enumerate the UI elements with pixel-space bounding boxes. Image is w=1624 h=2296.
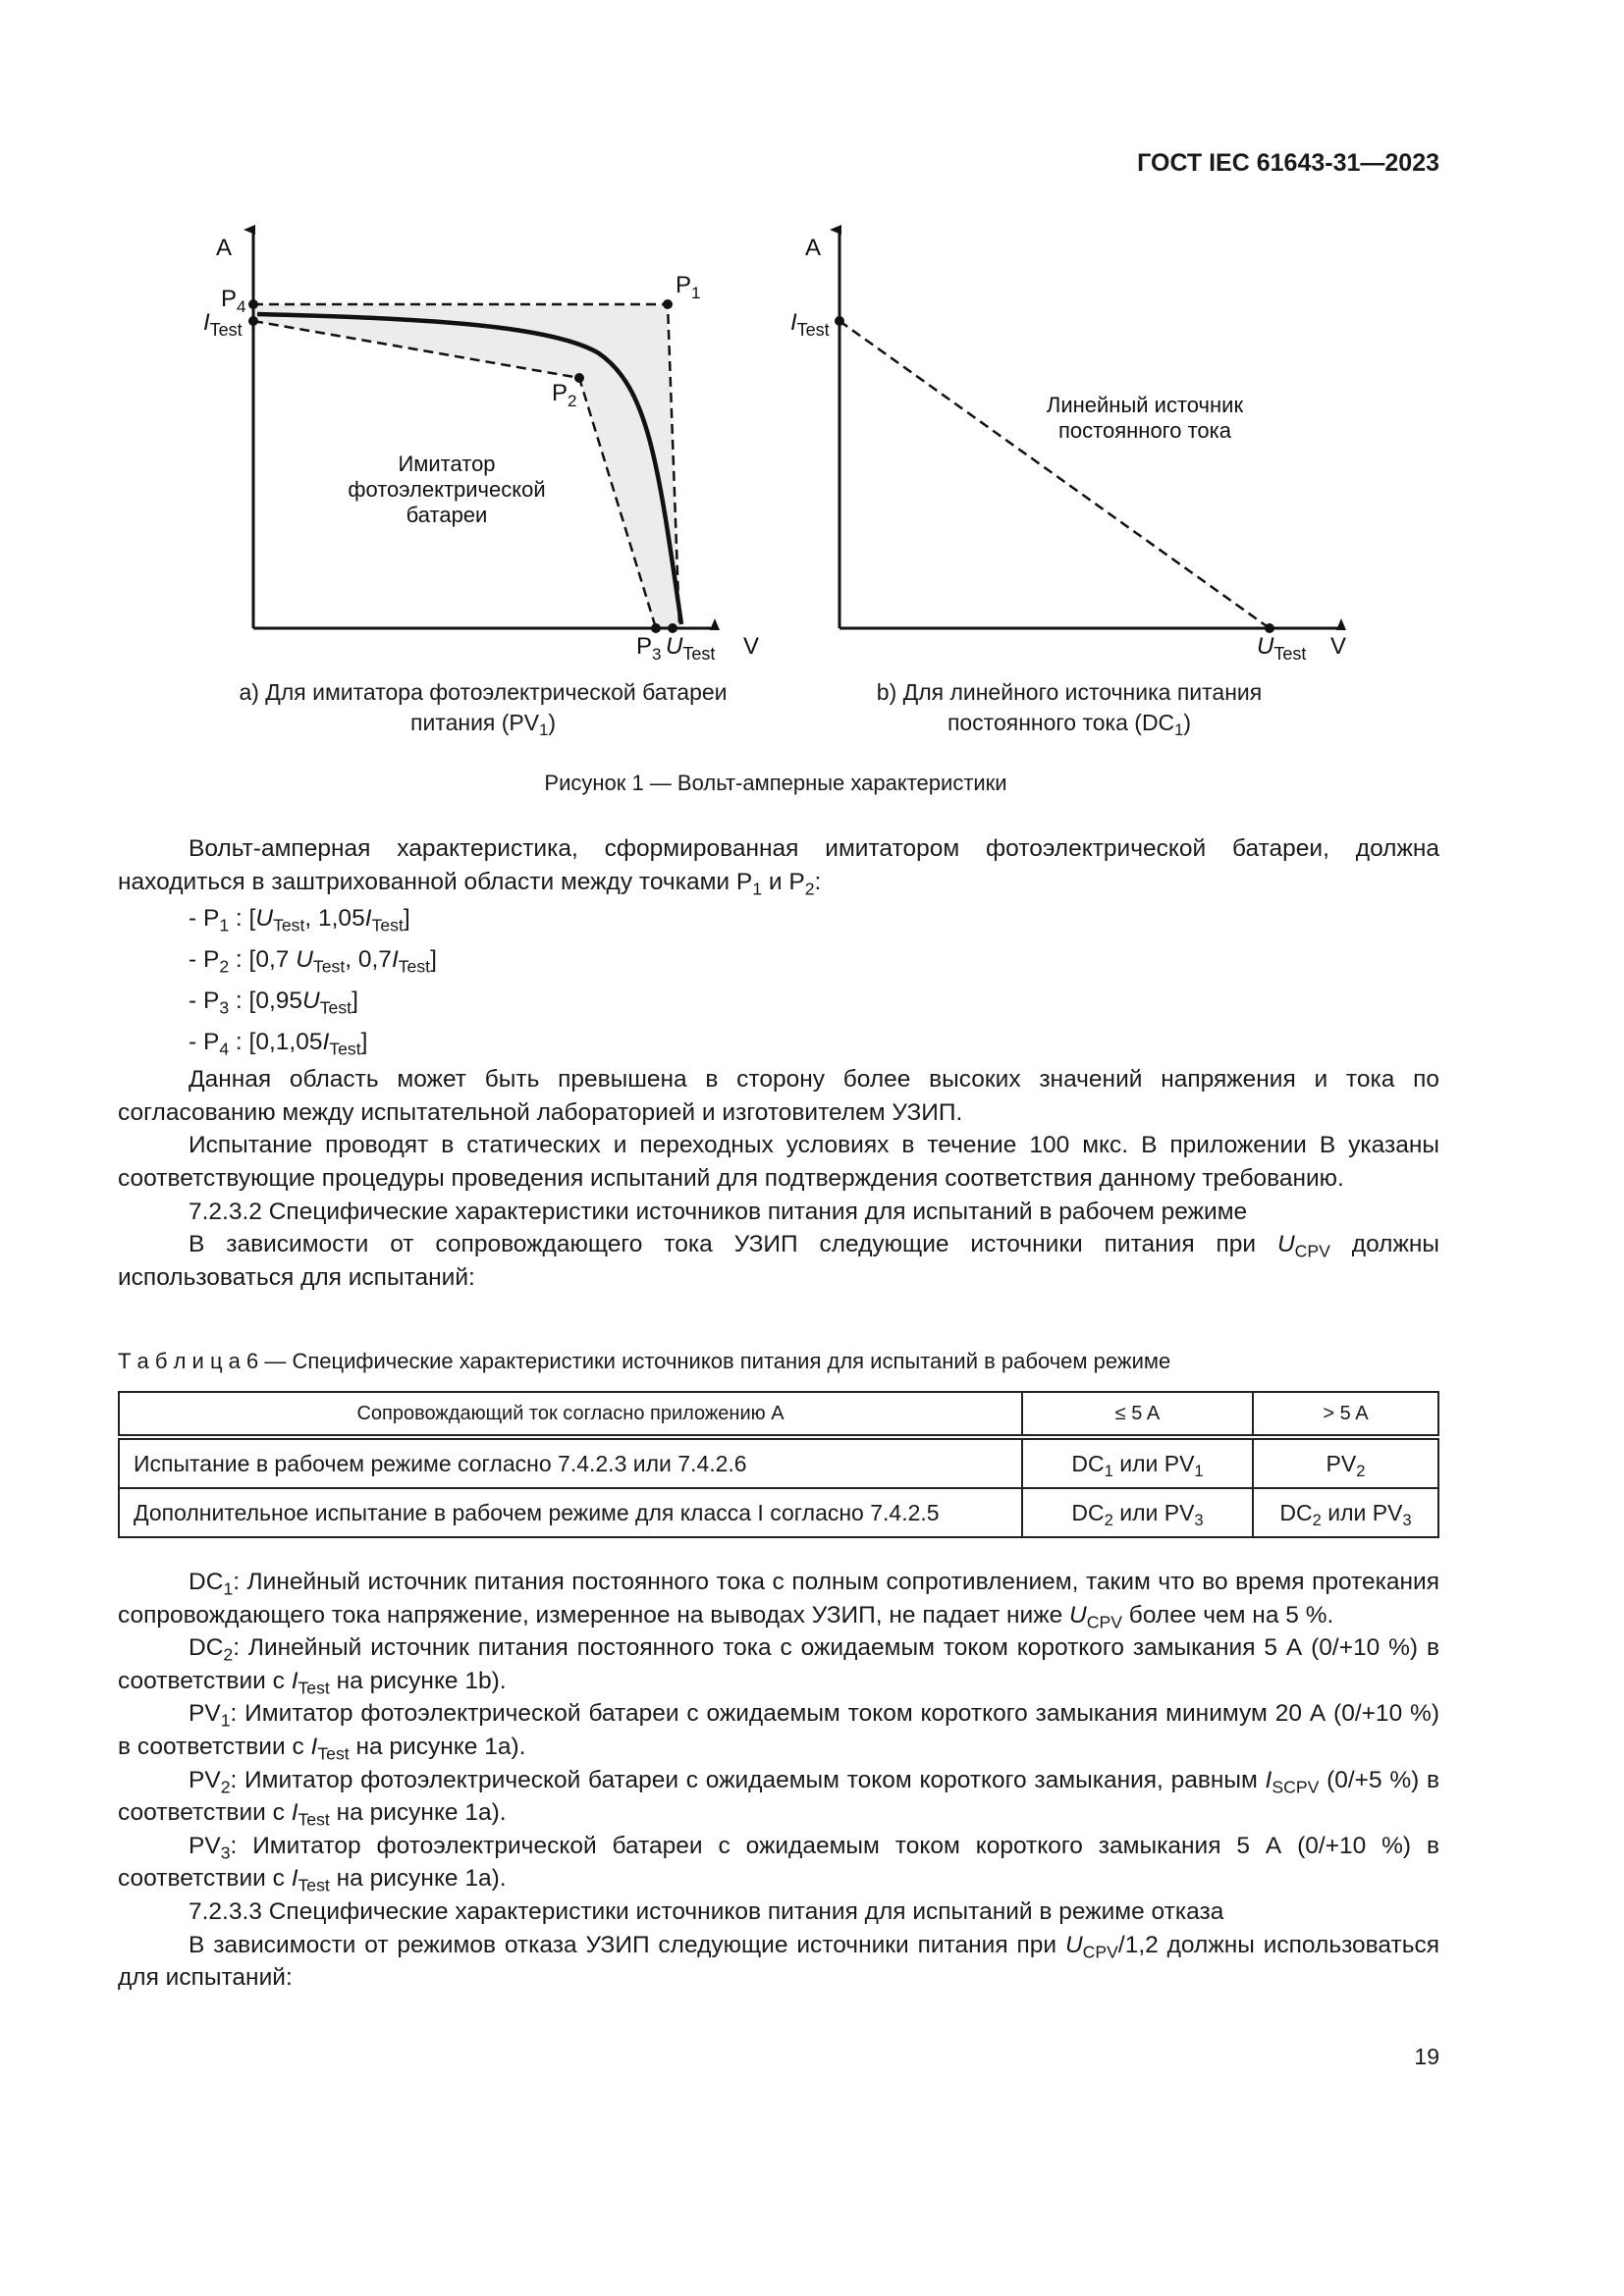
text-segment: : Линейный источник питания постоянного тока с полным сопротивлением, таким что во время протекания сопровождающего тока напряжение, измеренное на выводах УЗИП, не падает ниже (118, 1569, 1439, 1629)
text-segment: U (1069, 1601, 1087, 1629)
point-p2 (574, 373, 584, 383)
text-segment: 3 (1402, 1510, 1412, 1529)
text-segment: 1 (223, 1578, 234, 1599)
y-label-b: A (805, 235, 822, 261)
list-item (118, 898, 1439, 939)
text-segment: 2 (223, 1644, 234, 1665)
text-segment: 2 (219, 956, 230, 977)
text-segment: Test (298, 1875, 330, 1896)
text-segment: 3 (219, 997, 230, 1018)
text-segment: U (296, 946, 313, 974)
text-segment: I (310, 1733, 318, 1760)
paragraph (118, 1228, 1439, 1294)
point-itest (248, 316, 258, 326)
text-segment: 7.2.3.3 Специфические характеристики источников питания для испытаний в режиме отказа (189, 1897, 1224, 1925)
point-itest-b (835, 316, 844, 326)
text-segment: PV (189, 1766, 221, 1793)
caption-a (189, 677, 778, 738)
paragraph (118, 1830, 1439, 1896)
document-header: ГОСТ IEC 61643-31—2023 (1137, 149, 1439, 177)
text-segment: U (302, 988, 320, 1015)
text-segment: В зависимости от режимов отказа УЗИП следующие источники питания при (189, 1931, 1065, 1958)
text-segment: ] (430, 946, 437, 974)
text-segment: ] (352, 988, 358, 1015)
label-pv-simulator: Имитатор фотоэлектрической батареи (348, 452, 546, 527)
text-segment: на рисунке 1b). (329, 1667, 507, 1694)
text-segment: Test (329, 1039, 361, 1059)
text-segment: 1 (752, 878, 763, 898)
text-segment: на рисунке 1a). (329, 1799, 507, 1827)
text-segment: I (291, 1865, 298, 1893)
text-segment: ] (360, 1029, 368, 1056)
text-segment: 3 (220, 1842, 231, 1863)
point-p4 (248, 299, 258, 309)
figure-caption: Рисунок 1 — Вольт-амперные характеристики (544, 771, 1007, 795)
text-segment: Test (319, 997, 352, 1018)
label-linear-source: Линейный источник постоянного тока (1046, 393, 1244, 443)
text-segment: Test (273, 915, 305, 935)
paragraph (118, 1764, 1439, 1830)
text-segment: 1 (219, 915, 230, 935)
paragraph (118, 1929, 1439, 1995)
text-segment: или PV (1112, 1499, 1195, 1525)
y-label-a: A (216, 235, 233, 261)
paragraph (118, 1631, 1439, 1697)
text-segment: , 1,05 (304, 905, 365, 933)
text-segment: I (1265, 1766, 1272, 1793)
text-segment: U (255, 905, 274, 933)
header-cell: Сопровождающий ток согласно приложению А (119, 1392, 1022, 1437)
label-itest-b: $I_{Test}$ (790, 309, 830, 340)
text-segment: 3 (1194, 1510, 1204, 1529)
text-segment: : [ (229, 905, 256, 933)
text-segment: или PV (1112, 1450, 1195, 1476)
body-text-1 (118, 832, 1439, 1294)
table-cell (1022, 1488, 1253, 1537)
table-6 (118, 1391, 1439, 1538)
text-segment: I (391, 946, 399, 974)
text-segment: Данная область может быть превышена в сторону более высоких значений напряжения и тока по согласованию между испытательной лабораторией и изготовителем УЗИП. (118, 1066, 1439, 1126)
table-header-row (119, 1392, 1438, 1437)
text-segment: U (1064, 1931, 1083, 1958)
table-cell (119, 1437, 1022, 1488)
table-cell (1253, 1488, 1438, 1537)
text-segment: CPV (1086, 1611, 1122, 1631)
text-segment: DC (1071, 1450, 1105, 1476)
text-segment: 2 (220, 1776, 231, 1796)
table-row (119, 1488, 1438, 1537)
label-p4: $P_4$ (221, 286, 246, 316)
text-segment: должны использоваться для испытаний: (118, 1231, 1440, 1291)
paragraph (118, 1196, 1439, 1229)
table-cell (1253, 1437, 1438, 1488)
text-segment: , 0,7 (345, 946, 392, 974)
label-p1: $P_1$ (676, 272, 701, 302)
body-text-2 (118, 1566, 1439, 1995)
text-segment: - P (189, 988, 220, 1015)
text-segment: или PV (1321, 1499, 1403, 1525)
figure-1 (0, 0, 1624, 766)
text-segment: DC (1071, 1499, 1105, 1525)
text-segment: 7.2.3.2 Специфические характеристики источников питания для испытаний в рабочем режиме (189, 1198, 1248, 1225)
text-segment: DC (1279, 1499, 1313, 1525)
page-number: 19 (1414, 2044, 1439, 2069)
label-p2: $P_2$ (552, 380, 577, 410)
text-segment: 2 (804, 878, 815, 898)
text-segment: и P (762, 868, 805, 895)
text-segment: DC (189, 1634, 224, 1662)
text-segment: Дополнительное испытание в рабочем режиме для класса I согласно 7.4.2.5 (134, 1499, 940, 1525)
text-segment: 2 (1356, 1461, 1366, 1480)
paragraph (118, 832, 1439, 898)
text-segment: 2 (1312, 1510, 1322, 1529)
text-segment: - P (189, 905, 220, 933)
text-segment: : Имитатор фотоэлектрической батареи с ожидаемым током короткого замыкания минимум 20 А (0/+10 %) в соответствии с (118, 1700, 1439, 1760)
table-row (119, 1437, 1438, 1488)
paragraph (118, 1129, 1439, 1195)
x-label-b: V (1330, 633, 1347, 660)
text-segment: I (291, 1799, 298, 1827)
text-segment: I (322, 1029, 330, 1056)
text-segment: : Имитатор фотоэлектрической батареи с ожидаемым током короткого замыкания 5 А (0/+10 %) в соответствии с (118, 1832, 1439, 1893)
text-segment: - P (189, 1029, 220, 1056)
table-cell (119, 1488, 1022, 1537)
text-segment: PV (189, 1832, 221, 1859)
text-segment: 1 (220, 1710, 231, 1731)
text-segment: Test (317, 1743, 350, 1764)
point-p1 (663, 299, 673, 309)
linear-source-line (839, 321, 1270, 628)
label-p3: $P_3$ (636, 633, 662, 664)
text-segment: I (291, 1667, 298, 1694)
text-segment: Test (298, 1809, 330, 1830)
paragraph (118, 1063, 1439, 1129)
table-title: Т а б л и ц а 6 — Специфические характеристики источников питания для испытаний в рабочем режиме (118, 1349, 1171, 1373)
text-segment: : [0,1,05 (229, 1029, 323, 1056)
text-segment: ] (403, 905, 410, 933)
text-segment: /1,2 должны использоваться для испытаний: (118, 1931, 1439, 1992)
label-utest-b: $U_{Test}$ (1257, 633, 1307, 664)
label-itest: $I_{Test}$ (203, 309, 243, 340)
x-label-a: V (743, 633, 760, 660)
text-segment: : (814, 868, 822, 895)
text-segment: Test (312, 956, 346, 977)
point-p3 (651, 623, 661, 633)
text-segment: Test (298, 1678, 330, 1698)
text-segment: Test (398, 956, 431, 977)
text-segment: (0/+5 %) в соответствии с (118, 1766, 1439, 1827)
text-segment: : Линейный источник питания постоянного тока с ожидаемым током короткого замыкания 5 А (0/+10 %) в соответствии с (118, 1634, 1439, 1694)
text-segment: - P (189, 946, 220, 974)
point-utest (668, 623, 677, 633)
caption-b (824, 677, 1315, 738)
text-segment: : Имитатор фотоэлектрической батареи с ожидаемым током короткого замыкания, равным (230, 1766, 1266, 1793)
chart-b (790, 230, 1346, 664)
header-cell: ≤ 5 A (1022, 1392, 1253, 1437)
text-segment: PV (189, 1700, 221, 1728)
text-segment: SCPV (1272, 1776, 1320, 1796)
text-segment: на рисунке 1a). (349, 1733, 526, 1760)
text-segment: более чем на 5 %. (1121, 1601, 1334, 1629)
text-segment: Вольт-амперная характеристика, сформированная имитатором фотоэлектрической батареи, должна находиться в заштрихованной области между точками P (118, 835, 1439, 895)
text-segment: : [0,7 (229, 946, 297, 974)
list-item (118, 1022, 1439, 1063)
paragraph (118, 1697, 1439, 1763)
text-segment: 1 (1104, 1461, 1113, 1480)
text-segment: Test (371, 915, 404, 935)
text-segment: U (1276, 1231, 1295, 1258)
caption-a-line2: питания $(PV_1)$ (410, 710, 556, 739)
point-utest-b (1265, 623, 1274, 633)
text-segment: В зависимости от сопровождающего тока УЗИП следующие источники питания при (189, 1231, 1277, 1258)
text-segment: CPV (1294, 1241, 1330, 1261)
text-segment: DC (189, 1569, 224, 1595)
table-cell (1022, 1437, 1253, 1488)
text-segment: 1 (1194, 1461, 1204, 1480)
caption-b-line2: постоянного тока $(DC_1)$ (947, 710, 1192, 739)
header-cell: > 5 A (1253, 1392, 1438, 1437)
chart-a (203, 230, 759, 664)
text-segment: 2 (1104, 1510, 1113, 1529)
text-segment: Испытание проводят в статических и переходных условиях в течение 100 мкс. В приложении В указаны соответствующие процедуры проведения испытаний для подтверждения соответствия данному требованию. (118, 1132, 1439, 1192)
caption-a-line1: a) Для имитатора фотоэлектрической батареи (239, 679, 728, 705)
list-item (118, 939, 1439, 981)
label-utest: $U_{Test}$ (666, 633, 716, 664)
caption-b-line1: b) Для линейного источника питания (876, 679, 1263, 705)
text-segment: CPV (1082, 1941, 1118, 1961)
paragraph (118, 1566, 1439, 1631)
text-segment: I (364, 905, 372, 933)
text-segment: 4 (219, 1039, 230, 1059)
text-segment: PV (1326, 1450, 1357, 1476)
paragraph (118, 1896, 1439, 1929)
text-segment: : [0,95 (229, 988, 303, 1015)
text-segment: Испытание в рабочем режиме согласно 7.4.2.3 или 7.4.2.6 (134, 1450, 747, 1476)
list-item (118, 981, 1439, 1022)
text-segment: на рисунке 1a). (329, 1865, 507, 1893)
